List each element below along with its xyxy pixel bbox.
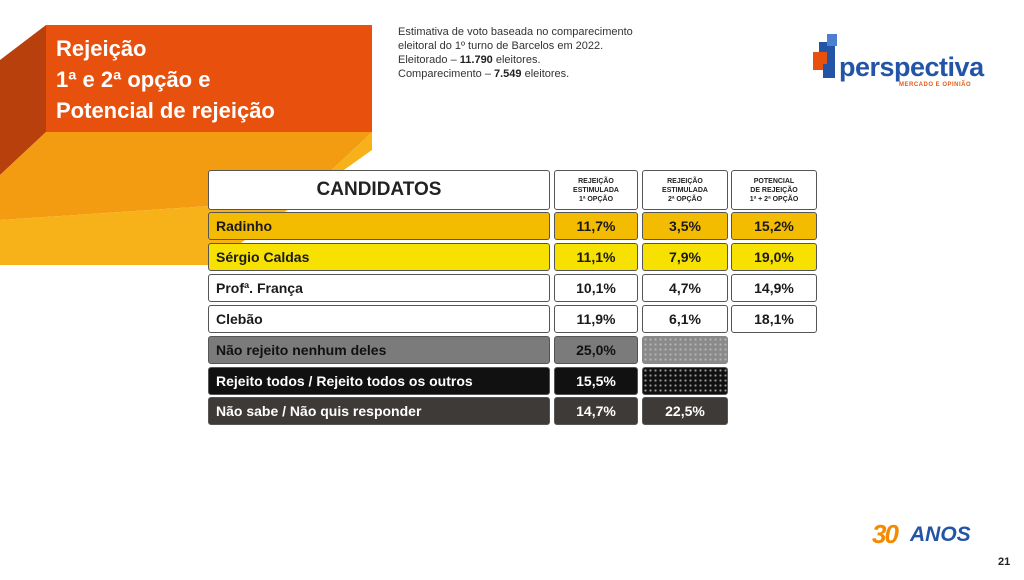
header-first-option: REJEIÇÃO ESTIMULADA 1ª OPÇÃO xyxy=(554,170,638,210)
note-line-3: Eleitorado – 11.790 eleitores. xyxy=(398,54,541,66)
title-line-1: Rejeição xyxy=(56,36,147,61)
row-franca-potential: 14,9% xyxy=(731,274,817,302)
row-name-radinho: Radinho xyxy=(208,212,550,240)
row-clebao-potential: 18,1% xyxy=(731,305,817,333)
row-sergio-first: 11,1% xyxy=(554,243,638,271)
electorate-value: 11.790 xyxy=(459,54,493,66)
row-name-no-rejection: Não rejeito nenhum deles xyxy=(208,336,550,364)
row-sergio-potential: 19,0% xyxy=(731,243,817,271)
turnout-value: 7.549 xyxy=(494,68,522,80)
row-reject-all-first: 15,5% xyxy=(554,367,638,395)
row-franca-second: 4,7% xyxy=(642,274,728,302)
row-clebao-first: 11,9% xyxy=(554,305,638,333)
row-radinho-first: 11,7% xyxy=(554,212,638,240)
row-name-reject-all: Rejeito todos / Rejeito todos os outros xyxy=(208,367,550,395)
title-line-3: Potencial de rejeição xyxy=(56,98,275,123)
note-line-2: eleitoral do 1º turno de Barcelos em 2022. xyxy=(398,40,604,52)
note-line-1: Estimativa de voto baseada no comparecimento xyxy=(398,26,633,38)
note-line-4: Comparecimento – 7.549 eleitores. xyxy=(398,68,570,80)
row-reject-all-second-blank xyxy=(642,367,728,395)
logo-tagline: MERCADO E OPINIÃO xyxy=(899,82,972,88)
page-title xyxy=(46,25,372,132)
row-dont-know-second: 22,5% xyxy=(642,397,728,425)
header-potential: POTENCIAL DE REJEIÇÃO 1ª + 2ª OPÇÃO xyxy=(731,170,817,210)
title-line-2: 1ª e 2ª opção e xyxy=(56,67,211,92)
row-no-rejection-second-blank xyxy=(642,336,728,364)
logo-wordmark: perspectiva xyxy=(839,52,984,82)
anniversary-badge xyxy=(868,516,988,556)
row-no-rejection-first: 25,0% xyxy=(554,336,638,364)
header-candidatos: CANDIDATOS xyxy=(208,170,550,210)
row-radinho-second: 3,5% xyxy=(642,212,728,240)
row-name-sergio-caldas: Sérgio Caldas xyxy=(208,243,550,271)
row-radinho-potential: 15,2% xyxy=(731,212,817,240)
anniversary-word: ANOS xyxy=(910,523,971,546)
page-number: 21 xyxy=(998,556,1011,568)
row-name-clebao: Clebão xyxy=(208,305,550,333)
anniversary-number: 30 xyxy=(872,519,897,549)
perspectiva-logo xyxy=(813,32,993,92)
methodology-note xyxy=(398,25,698,81)
row-sergio-second: 7,9% xyxy=(642,243,728,271)
row-name-prof-franca: Profª. França xyxy=(208,274,550,302)
row-clebao-second: 6,1% xyxy=(642,305,728,333)
header-second-option: REJEIÇÃO ESTIMULADA 2ª OPÇÃO xyxy=(642,170,728,210)
row-name-dont-know: Não sabe / Não quis responder xyxy=(208,397,550,425)
row-franca-first: 10,1% xyxy=(554,274,638,302)
row-dont-know-first: 14,7% xyxy=(554,397,638,425)
